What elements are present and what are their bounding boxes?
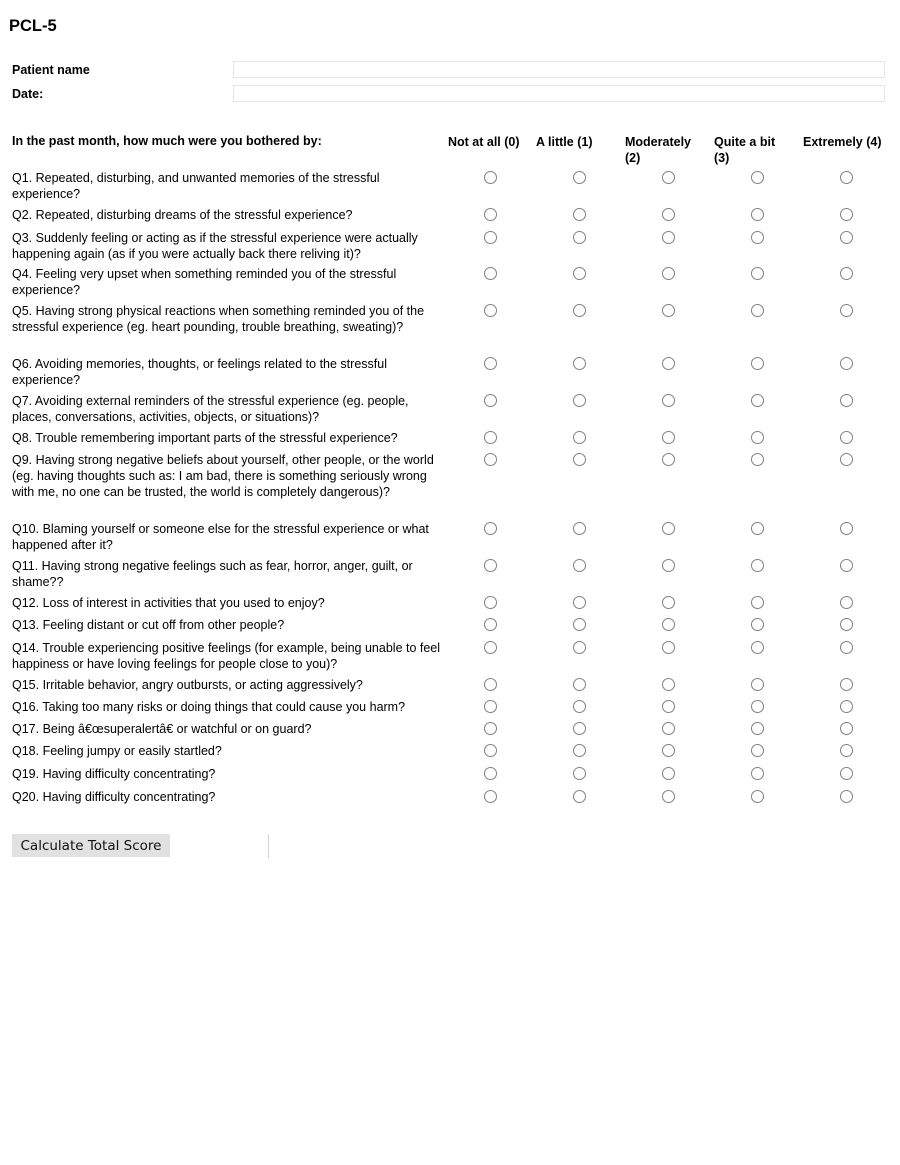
question-text: Q4. Feeling very upset when something reminded you of the stressful experience?: [12, 267, 397, 297]
radio-q6-extremely[interactable]: [840, 357, 853, 370]
radio-q12-quite-a-bit[interactable]: [751, 596, 764, 609]
radio-q3-extremely[interactable]: [840, 231, 853, 244]
radio-q15-not-at-all[interactable]: [484, 678, 497, 691]
radio-q4-not-at-all[interactable]: [484, 267, 497, 280]
radio-q3-quite-a-bit[interactable]: [751, 231, 764, 244]
question-text: Q3. Suddenly feeling or acting as if the stressful experience were actually happening again (as if you were actually back there reliving it)?: [12, 231, 418, 261]
radio-q17-a-little[interactable]: [573, 722, 586, 735]
radio-q8-extremely[interactable]: [840, 431, 853, 444]
radio-q6-a-little[interactable]: [573, 357, 586, 370]
radio-q16-not-at-all[interactable]: [484, 700, 497, 713]
question-text: Q10. Blaming yourself or someone else for the stressful experience or what happened after it?: [12, 522, 429, 552]
radio-q3-not-at-all[interactable]: [484, 231, 497, 244]
radio-q16-quite-a-bit[interactable]: [751, 700, 764, 713]
radio-q5-not-at-all[interactable]: [484, 304, 497, 317]
radio-q4-moderately[interactable]: [662, 267, 675, 280]
radio-q7-moderately[interactable]: [662, 394, 675, 407]
radio-q18-a-little[interactable]: [573, 744, 586, 757]
radio-q5-quite-a-bit[interactable]: [751, 304, 764, 317]
radio-q20-quite-a-bit[interactable]: [751, 790, 764, 803]
survey-prompt: In the past month, how much were you bothered by:: [12, 134, 322, 148]
radio-q2-not-at-all[interactable]: [484, 208, 497, 221]
radio-q6-moderately[interactable]: [662, 357, 675, 370]
page-title: PCL-5: [9, 17, 57, 35]
radio-q6-quite-a-bit[interactable]: [751, 357, 764, 370]
radio-q1-extremely[interactable]: [840, 171, 853, 184]
patient-name-label: Patient name: [12, 63, 90, 77]
radio-q19-not-at-all[interactable]: [484, 767, 497, 780]
question-text: Q7. Avoiding external reminders of the stressful experience (eg. people, places, conversations, activities, objects, or situations)?: [12, 394, 409, 424]
question-text: Q15. Irritable behavior, angry outbursts, or acting aggressively?: [12, 678, 363, 692]
radio-q10-quite-a-bit[interactable]: [751, 522, 764, 535]
radio-q12-a-little[interactable]: [573, 596, 586, 609]
date-label: Date:: [12, 87, 44, 101]
date-input[interactable]: [233, 85, 885, 102]
radio-q2-quite-a-bit[interactable]: [751, 208, 764, 221]
radio-q10-a-little[interactable]: [573, 522, 586, 535]
radio-q14-a-little[interactable]: [573, 641, 586, 654]
question-text: Q8. Trouble remembering important parts of the stressful experience?: [12, 431, 398, 445]
question-text: Q18. Feeling jumpy or easily startled?: [12, 744, 222, 758]
question-text: Q1. Repeated, disturbing, and unwanted memories of the stressful experience?: [12, 171, 380, 201]
score-output-divider: [268, 834, 269, 858]
question-text: Q2. Repeated, disturbing dreams of the stressful experience?: [12, 208, 353, 222]
radio-q2-extremely[interactable]: [840, 208, 853, 221]
question-text: Q16. Taking too many risks or doing things that could cause you harm?: [12, 700, 406, 714]
question-text: Q13. Feeling distant or cut off from other people?: [12, 618, 285, 632]
radio-q20-a-little[interactable]: [573, 790, 586, 803]
radio-q9-a-little[interactable]: [573, 453, 586, 466]
radio-q20-moderately[interactable]: [662, 790, 675, 803]
radio-q20-not-at-all[interactable]: [484, 790, 497, 803]
radio-q20-extremely[interactable]: [840, 790, 853, 803]
calculate-total-score-button[interactable]: Calculate Total Score: [12, 834, 170, 857]
radio-q5-extremely[interactable]: [840, 304, 853, 317]
question-text: Q9. Having strong negative beliefs about yourself, other people, or the world (eg. having thoughts such as: I am bad, there is something seriously wrong with me, no one can be trusted, the world is completely dangerous)?: [12, 453, 434, 499]
radio-q14-quite-a-bit[interactable]: [751, 641, 764, 654]
radio-q14-extremely[interactable]: [840, 641, 853, 654]
radio-q8-moderately[interactable]: [662, 431, 675, 444]
radio-q1-a-little[interactable]: [573, 171, 586, 184]
question-text: Q5. Having strong physical reactions when something reminded you of the stressful experience (eg. heart pounding, trouble breathing, sweating)?: [12, 304, 425, 334]
radio-q19-moderately[interactable]: [662, 767, 675, 780]
radio-q17-extremely[interactable]: [840, 722, 853, 735]
radio-q15-moderately[interactable]: [662, 678, 675, 691]
option-header-quite-a-bit: Quite a bit (3): [714, 135, 776, 165]
radio-q9-not-at-all[interactable]: [484, 453, 497, 466]
radio-q16-extremely[interactable]: [840, 700, 853, 713]
radio-q15-a-little[interactable]: [573, 678, 586, 691]
radio-q3-moderately[interactable]: [662, 231, 675, 244]
radio-q9-moderately[interactable]: [662, 453, 675, 466]
survey-header: [0, 133, 900, 169]
radio-q8-not-at-all[interactable]: [484, 431, 497, 444]
radio-q6-not-at-all[interactable]: [484, 357, 497, 370]
radio-q18-extremely[interactable]: [840, 744, 853, 757]
question-text: Q20. Having difficulty concentrating?: [12, 790, 216, 804]
radio-q9-quite-a-bit[interactable]: [751, 453, 764, 466]
radio-q11-moderately[interactable]: [662, 559, 675, 572]
radio-q11-not-at-all[interactable]: [484, 559, 497, 572]
radio-q1-quite-a-bit[interactable]: [751, 171, 764, 184]
option-header-moderately: Moderately (2): [625, 135, 691, 165]
radio-q1-moderately[interactable]: [662, 171, 675, 184]
radio-q5-moderately[interactable]: [662, 304, 675, 317]
radio-q11-extremely[interactable]: [840, 559, 853, 572]
radio-q15-quite-a-bit[interactable]: [751, 678, 764, 691]
option-header-not-at-all: Not at all (0): [448, 135, 520, 149]
option-header-extremely: Extremely (4): [803, 135, 882, 149]
radio-q13-not-at-all[interactable]: [484, 618, 497, 631]
question-text: Q17. Being â€œsuperalertâ€ or watchful or on guard?: [12, 722, 312, 736]
radio-q12-not-at-all[interactable]: [484, 596, 497, 609]
question-text: Q12. Loss of interest in activities that you used to enjoy?: [12, 596, 325, 610]
radio-q12-extremely[interactable]: [840, 596, 853, 609]
radio-q10-not-at-all[interactable]: [484, 522, 497, 535]
radio-q4-extremely[interactable]: [840, 267, 853, 280]
radio-q1-not-at-all[interactable]: [484, 171, 497, 184]
radio-q19-extremely[interactable]: [840, 767, 853, 780]
radio-q8-a-little[interactable]: [573, 431, 586, 444]
radio-q7-not-at-all[interactable]: [484, 394, 497, 407]
radio-q16-moderately[interactable]: [662, 700, 675, 713]
radio-q18-moderately[interactable]: [662, 744, 675, 757]
radio-q10-extremely[interactable]: [840, 522, 853, 535]
radio-q18-quite-a-bit[interactable]: [751, 744, 764, 757]
patient-name-input[interactable]: [233, 61, 885, 78]
date-row: [12, 85, 888, 104]
radio-q5-a-little[interactable]: [573, 304, 586, 317]
radio-q14-moderately[interactable]: [662, 641, 675, 654]
question-text: Q14. Trouble experiencing positive feelings (for example, being unable to feel happiness or have loving feelings for people close to you)?: [12, 641, 441, 671]
patient-name-row: [12, 61, 888, 80]
radio-q14-not-at-all[interactable]: [484, 641, 497, 654]
radio-q11-quite-a-bit[interactable]: [751, 559, 764, 572]
radio-q4-quite-a-bit[interactable]: [751, 267, 764, 280]
radio-q13-quite-a-bit[interactable]: [751, 618, 764, 631]
radio-q17-not-at-all[interactable]: [484, 722, 497, 735]
radio-q2-moderately[interactable]: [662, 208, 675, 221]
radio-q7-quite-a-bit[interactable]: [751, 394, 764, 407]
radio-q11-a-little[interactable]: [573, 559, 586, 572]
radio-q13-extremely[interactable]: [840, 618, 853, 631]
radio-q18-not-at-all[interactable]: [484, 744, 497, 757]
radio-q13-a-little[interactable]: [573, 618, 586, 631]
radio-q16-a-little[interactable]: [573, 700, 586, 713]
option-header-a-little: A little (1): [536, 135, 593, 149]
radio-q4-a-little[interactable]: [573, 267, 586, 280]
question-text: Q11. Having strong negative feelings such as fear, horror, anger, guilt, or shame??: [12, 559, 413, 589]
question-text: Q19. Having difficulty concentrating?: [12, 767, 216, 781]
radio-q2-a-little[interactable]: [573, 208, 586, 221]
radio-q17-moderately[interactable]: [662, 722, 675, 735]
radio-q19-a-little[interactable]: [573, 767, 586, 780]
radio-q7-a-little[interactable]: [573, 394, 586, 407]
radio-q13-moderately[interactable]: [662, 618, 675, 631]
radio-q15-extremely[interactable]: [840, 678, 853, 691]
radio-q8-quite-a-bit[interactable]: [751, 431, 764, 444]
radio-q12-moderately[interactable]: [662, 596, 675, 609]
radio-q19-quite-a-bit[interactable]: [751, 767, 764, 780]
radio-q10-moderately[interactable]: [662, 522, 675, 535]
radio-q7-extremely[interactable]: [840, 394, 853, 407]
radio-q3-a-little[interactable]: [573, 231, 586, 244]
question-text: Q6. Avoiding memories, thoughts, or feelings related to the stressful experience?: [12, 357, 387, 387]
radio-q17-quite-a-bit[interactable]: [751, 722, 764, 735]
radio-q9-extremely[interactable]: [840, 453, 853, 466]
